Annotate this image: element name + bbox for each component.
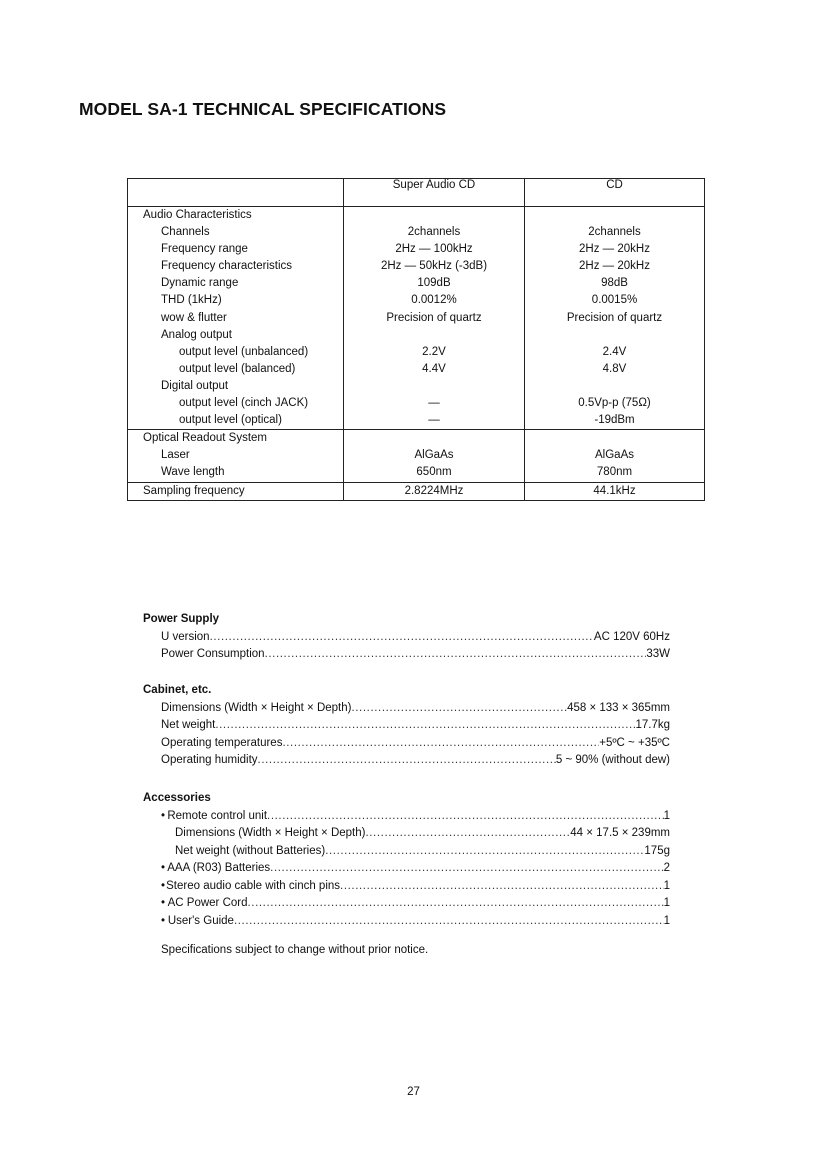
spec-label: Analog output	[161, 328, 232, 341]
spec-label: Digital output	[161, 379, 229, 392]
cd-value: 2Hz — 20kHz	[579, 243, 650, 256]
spec-list-row	[143, 913, 670, 931]
sacd-value	[344, 430, 524, 447]
item-value: +5ºC ~ +35ºC	[599, 736, 670, 749]
sacd-value	[344, 327, 524, 344]
optical-readout-block	[128, 430, 705, 482]
accessories-title: Accessories	[143, 792, 211, 804]
sampling-frequency-row	[128, 482, 705, 500]
cd-value: AlGaAs	[595, 449, 634, 462]
power-supply-title: Power Supply	[143, 613, 220, 625]
sacd-value: 2Hz — 50kHz (-3dB)	[380, 260, 488, 273]
dot-leader	[234, 913, 664, 931]
spec-label: Optical Readout System	[143, 432, 268, 445]
optical-labels	[128, 430, 344, 482]
spec-label: Dynamic range	[161, 277, 239, 290]
sampling-cd-cell	[525, 482, 705, 500]
item-value: 1	[663, 897, 670, 909]
item-label: Operating humidity	[161, 754, 258, 766]
spec-label: output level (cinch JACK)	[179, 397, 309, 410]
optical-cd-values	[525, 430, 705, 482]
sacd-value: 4.4V	[422, 362, 446, 375]
item-label: U version	[161, 630, 210, 643]
sacd-value: 2channels	[407, 226, 461, 239]
item-label: AAA (R03) Batteries	[167, 862, 271, 874]
spec-list-row	[143, 735, 670, 753]
sacd-value: 109dB	[417, 277, 451, 290]
sacd-value: AlGaAs	[414, 449, 454, 462]
dot-leader	[258, 752, 556, 770]
spec-label: output level (balanced)	[179, 362, 296, 375]
dot-leader	[325, 843, 644, 861]
cd-value: 780nm	[596, 466, 633, 479]
spec-list-row	[143, 843, 670, 861]
cd-value	[525, 378, 704, 395]
spec-label: output level (optical)	[179, 414, 282, 427]
sampling-sacd-cell	[344, 482, 525, 500]
item-value: 2	[663, 862, 670, 874]
spec-label: Audio Characteristics	[143, 209, 252, 221]
bullet-icon: •	[161, 809, 166, 822]
item-label: User's Guide	[167, 914, 234, 927]
audio-labels	[128, 207, 344, 430]
disclaimer-note: Specifications subject to change without prior notice.	[161, 944, 429, 956]
cd-value: -19dBm	[594, 414, 635, 427]
cabinet-section	[143, 682, 670, 770]
bullet-icon: •	[161, 879, 166, 892]
cd-value	[525, 207, 704, 224]
spec-label: Channels	[161, 226, 210, 239]
table-header-row	[128, 179, 705, 207]
power-supply-section	[143, 611, 670, 664]
header-super-audio-cd: Super Audio CD	[344, 179, 525, 207]
dot-leader	[215, 717, 635, 735]
spec-label: Laser	[161, 449, 190, 462]
dot-leader	[340, 878, 664, 896]
dot-leader	[267, 808, 664, 826]
cd-value: 2Hz — 20kHz	[579, 260, 650, 273]
spec-list-row	[143, 860, 670, 878]
bullet-icon: •	[161, 862, 166, 874]
header-empty	[128, 179, 344, 207]
cd-value: 2channels	[588, 226, 641, 239]
cd-value	[525, 327, 704, 344]
cd-value: 4.8V	[602, 362, 627, 375]
item-value: 1	[663, 914, 670, 927]
item-value: 44 × 17.5 × 239mm	[570, 827, 670, 839]
spec-list-row	[143, 646, 670, 664]
bullet-icon: •	[161, 897, 166, 909]
cd-value	[525, 430, 704, 447]
dot-leader	[248, 895, 664, 913]
sampling-sacd-value: 2.8224MHz	[404, 484, 464, 497]
cd-value: 0.5Vp-p (75Ω)	[578, 397, 651, 410]
optical-sacd-values	[344, 430, 525, 482]
sacd-value: Precision of quartz	[386, 311, 482, 324]
item-label: Stereo audio cable with cinch pins	[166, 879, 341, 892]
item-label: AC Power Cord	[167, 897, 248, 909]
spec-list-row	[143, 808, 670, 826]
sacd-value: —	[428, 397, 440, 410]
spec-table	[127, 178, 705, 501]
item-label: Net weight (without Batteries)	[175, 844, 326, 857]
spec-list-row	[143, 700, 670, 718]
cd-value: Precision of quartz	[566, 311, 663, 324]
sacd-value: 2Hz — 100kHz	[395, 243, 473, 256]
spec-label: output level (unbalanced)	[179, 345, 309, 358]
cd-value: 2.4V	[602, 345, 627, 358]
item-value: 175g	[644, 844, 670, 857]
sacd-value	[344, 378, 524, 395]
spec-list-row	[143, 752, 670, 770]
spec-label: Frequency characteristics	[161, 260, 293, 273]
spec-label: Wave length	[161, 466, 225, 479]
spec-list-row	[143, 878, 670, 896]
sacd-value: —	[428, 414, 440, 427]
accessories-section	[143, 790, 670, 930]
sacd-value	[344, 207, 524, 224]
item-label: Remote control unit	[167, 809, 268, 822]
spec-list-row	[143, 717, 670, 735]
dot-leader	[210, 629, 594, 647]
audio-cd-values	[525, 207, 705, 430]
sacd-value: 2.2V	[422, 345, 446, 358]
spec-label: wow & flutter	[161, 311, 227, 324]
item-value: 17.7kg	[635, 719, 670, 731]
page-number: 27	[407, 1086, 420, 1098]
item-label: Dimensions (Width × Height × Depth)	[161, 701, 352, 714]
dot-leader	[282, 735, 599, 753]
dot-leader	[365, 825, 570, 843]
item-value: 33W	[646, 648, 670, 660]
item-label: Power Consumption	[161, 648, 265, 660]
item-value: 5 ~ 90% (without dew)	[555, 754, 670, 766]
dot-leader	[270, 860, 663, 878]
spec-list-row	[143, 629, 670, 647]
spec-list-row	[143, 895, 670, 913]
item-label: Net weight	[161, 719, 216, 731]
bullet-icon: •	[161, 914, 166, 927]
header-cd: CD	[525, 179, 705, 207]
sampling-cd-value: 44.1kHz	[593, 484, 636, 497]
cd-value: 0.0015%	[591, 294, 638, 307]
dot-leader	[351, 700, 567, 718]
spec-list-row	[143, 825, 670, 843]
page-title: MODEL SA-1 TECHNICAL SPECIFICATIONS	[79, 99, 447, 119]
spec-label: THD (1kHz)	[161, 294, 222, 307]
item-label: Dimensions (Width × Height × Depth)	[175, 827, 366, 839]
audio-characteristics-block	[128, 207, 705, 430]
item-value: 1	[663, 809, 670, 822]
cabinet-title: Cabinet, etc.	[143, 684, 212, 696]
sampling-label-cell	[128, 482, 344, 500]
sampling-label: Sampling frequency	[143, 484, 245, 497]
cd-value: 98dB	[601, 277, 628, 290]
item-value: AC 120V 60Hz	[593, 630, 670, 643]
item-value: 458 × 133 × 365mm	[567, 701, 670, 714]
audio-sacd-values	[344, 207, 525, 430]
sacd-value: 0.0012%	[411, 294, 457, 307]
dot-leader	[265, 646, 647, 664]
item-value: 1	[663, 879, 670, 892]
sacd-value: 650nm	[416, 466, 452, 479]
item-label: Operating temperatures	[161, 736, 283, 749]
spec-label: Frequency range	[161, 243, 248, 256]
